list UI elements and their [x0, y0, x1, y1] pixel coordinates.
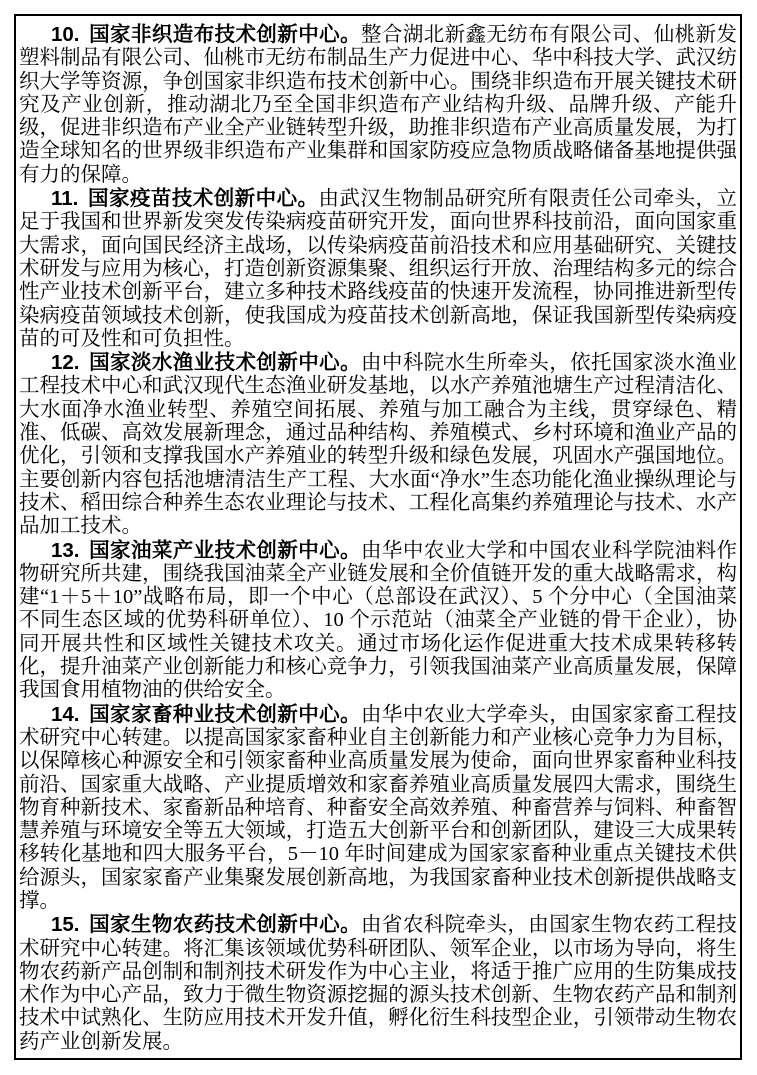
paragraph-15-number: 15.	[51, 913, 80, 937]
paragraph-12-body: 由中科院水生所牵头，依托国家淡水渔业工程技术中心和武汉现代生态渔业研发基地，以水产养殖池塘生产过程清洁化、大水面净水渔业转型、养殖空间拓展、养殖与加工融合为主线，贯穿绿色、精准、低碳、高效发展新理念，通过品种结构、养殖模式、乡村环境和渔业产品的优化，引领和支撑我国水产养殖业的转型升级和绿色发展，巩固水产强国地位。主要创新内容包括池塘清洁生产工程、大水面“净水”生态功能化渔业操纵理论与技术、稻田综合种养生态农业理论与技术、工程化高集约养殖理论与技术、水产品加工技术。	[19, 352, 738, 538]
paragraph-14-title: 国家家畜种业技术创新中心。	[88, 702, 361, 726]
paragraph-15-title: 国家生物农药技术创新中心。	[88, 913, 361, 937]
paragraph-12-number: 12.	[51, 351, 80, 375]
paragraph-13-title: 国家油菜产业技术创新中心。	[88, 538, 361, 562]
paragraph-14-number: 14.	[51, 702, 80, 726]
paragraph-13	[19, 539, 737, 703]
paragraph-10-number: 10.	[51, 23, 80, 46]
paragraph-12-title: 国家淡水渔业技术创新中心。	[88, 351, 361, 375]
paragraph-11-title: 国家疫苗技术创新中心。	[87, 187, 319, 211]
document-page-frame	[14, 14, 742, 1060]
paragraph-14	[19, 703, 737, 914]
paragraph-11	[19, 187, 737, 351]
paragraph-15-body: 由省农科院牵头，由国家生物农药工程技术研究中心转建。将汇集该领域优势科研团队、领军企业，以市场为导向，将生物农药新产品创制和制剂技术研发作为中心主业，将适于推广应用的生防集成技术作为中心产品，致力于微生物资源挖掘的源头技术创新、生物农药产品和制剂技术中试熟化、生防应用技术开发升值，孵化衍生科技型企业，引领带动生物农药产业创新发展。	[19, 914, 738, 1053]
paragraph-12	[19, 351, 737, 538]
paragraph-10-title: 国家非织造布技术创新中心。	[88, 23, 361, 46]
paragraph-14-body: 由华中农业大学牵头，由国家家畜工程技术研究中心转建。以提高国家家畜种业自主创新能力和产业核心竞争力为目标，以保障核心种源安全和引领家畜种业高质量发展为使命，面向世界家畜种业科技前沿、国家重大战略、产业提质增效和家畜养殖业高质量发展四大需求，围绕生物育种新技术、家畜新品种培育、种畜安全高效养殖、种畜营养与饲料、种畜智慧养殖与环境安全等五大领域，打造五大创新平台和创新团队，建设三大成果转移转化基地和四大服务平台，5－10 年时间建成为国家家畜种业重点关键技术供给源头，国家家畜产业集聚发展创新高地，为我国家畜种业技术创新提供战略支撑。	[19, 703, 738, 912]
paragraph-10-body: 整合湖北新鑫无纺布有限公司、仙桃新发塑料制品有限公司、仙桃市无纺布制品生产力促进中心、华中科技大学、武汉纺织大学等资源，争创国家非织造布技术创新中心。围绕非织造布开展关键技术研究及产业创新，推动湖北乃至全国非织造布产业结构升级、品牌升级、产能升级，促进非织造布产业全产业链转型升级，助推非织造布产业高质量发展，为打造全球知名的世界级非织造布产业集群和国家防疫应急物质战略储备基地提供强有力的保障。	[19, 24, 738, 186]
paragraph-13-body: 由华中农业大学和中国农业科学院油料作物研究所共建，围绕我国油菜全产业链发展和全价值链开发的重大战略需求，构建“1＋5＋10”战略布局，即一个中心（总部设在武汉）、5 个分中心（全国油菜不同生态区域的优势科研单位）、10 个示范站（油菜全产业链的骨干企业），协同开展共性和区域性关键技术攻关。通过市场化运作促进重大技术成果转移转化，提升油菜产业创新能力和核心竞争力，引领我国油菜产业高质量发展，保障我国食用植物油的供给安全。	[19, 539, 738, 702]
paragraph-11-body: 由武汉生物制品研究所有限责任公司牵头，立足于我国和世界新发突发传染病疫苗研究开发，面向世界科技前沿，面向国家重大需求，面向国民经济主战场，以传染病疫苗前沿技术和应用基础研究、关键技术研发与应用为核心，打造创新资源集聚、组织运行开放、治理结构多元的综合性产业技术创新平台，建立多种技术路线疫苗的快速开发流程，协同推进新型传染病疫苗领域技术创新，使我国成为疫苗技术创新高地，保证我国新型传染病疫苗的可及性和可负担性。	[19, 188, 738, 350]
paragraph-13-number: 13.	[51, 538, 80, 562]
paragraph-10	[19, 23, 737, 187]
paragraph-11-number: 11.	[51, 187, 79, 211]
paragraph-15	[19, 913, 737, 1054]
